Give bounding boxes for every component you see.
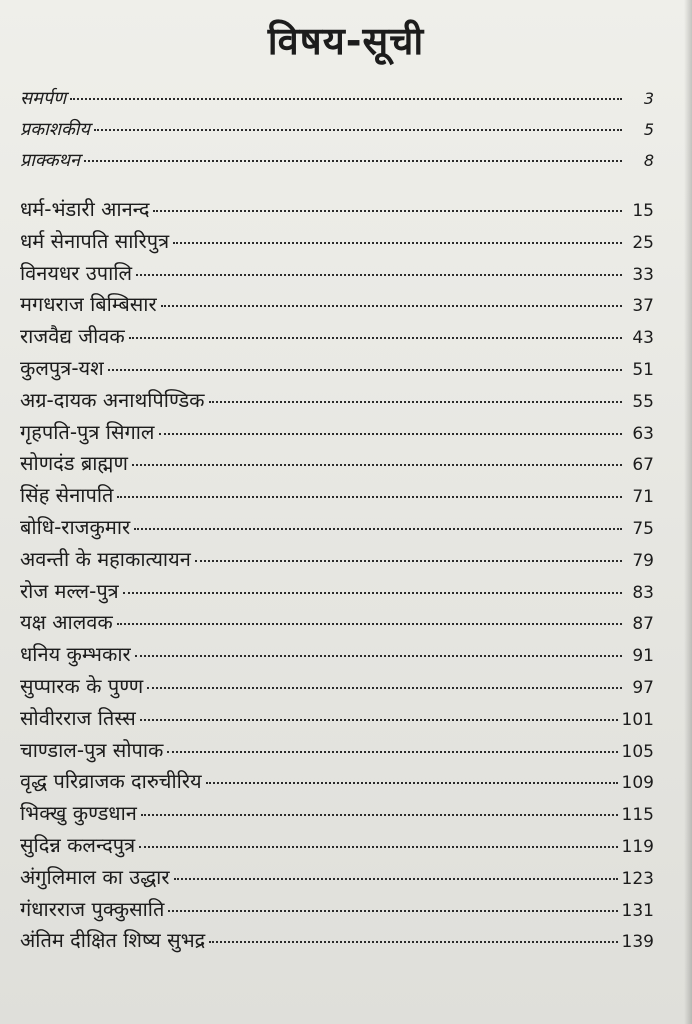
dot-leader (117, 623, 622, 625)
front-matter-list (20, 86, 654, 179)
front-matter-entry (20, 86, 654, 117)
page-number: 5 (643, 120, 654, 139)
entry-title: सोवीरराज तिस्स (20, 705, 136, 730)
page-number: 15 (632, 201, 654, 221)
dot-leader (195, 560, 622, 562)
chapter-entry (20, 386, 654, 418)
chapter-entry (20, 926, 654, 958)
chapter-entry (20, 195, 654, 227)
page-number: 55 (632, 391, 654, 412)
chapter-entry (20, 577, 654, 609)
dot-leader (140, 719, 618, 721)
entry-title: अग्र-दायक अनाथपिण्डिक (20, 387, 205, 412)
dot-leader (139, 846, 617, 848)
dot-leader (147, 687, 622, 689)
page-number: 109 (621, 773, 654, 794)
entry-title: गृहपति-पुत्र सिगाल (20, 419, 155, 444)
chapter-entry (20, 736, 654, 768)
dot-leader (161, 305, 622, 307)
page-number: 101 (621, 709, 654, 730)
page-number: 3 (643, 89, 654, 108)
chapter-entry (20, 672, 654, 704)
chapter-entry (20, 640, 654, 672)
page-number: 63 (632, 423, 654, 444)
dot-leader (84, 160, 622, 162)
page-number: 71 (632, 487, 654, 508)
page-number: 97 (632, 677, 654, 698)
dot-leader (168, 910, 617, 912)
dot-leader (70, 98, 622, 100)
entry-title: मगधराज बिम्बिसार (20, 292, 157, 317)
dot-leader (206, 782, 618, 784)
page-number: 115 (621, 805, 654, 826)
dot-leader (135, 655, 622, 657)
chapter-list (20, 195, 654, 958)
entry-title: चाण्डाल-पुत्र सोपाक (20, 737, 164, 762)
page-number: 33 (632, 264, 654, 285)
chapter-entry (20, 608, 654, 640)
page-number: 37 (632, 296, 654, 317)
chapter-entry (20, 545, 654, 577)
chapter-entry (20, 354, 654, 386)
front-matter-entry (20, 148, 654, 179)
chapter-entry (20, 767, 654, 799)
chapter-entry (20, 863, 654, 895)
dot-leader (209, 401, 622, 403)
entry-title: विनयधर उपालि (20, 260, 133, 285)
page-number: 139 (621, 932, 654, 953)
chapter-entry (20, 259, 654, 291)
chapter-entry (20, 513, 654, 545)
chapter-entry (20, 322, 654, 354)
entry-title: सिंह सेनापति (20, 483, 114, 508)
dot-leader (129, 337, 622, 339)
chapter-entry (20, 799, 654, 831)
page-title: विषय-सूची (267, 19, 425, 63)
page-number: 67 (632, 455, 654, 476)
entry-title: कुलपुत्र-यश (20, 355, 104, 380)
page-number: 87 (632, 614, 654, 635)
dot-leader (134, 528, 622, 530)
entry-title: समर्पण (20, 88, 67, 109)
chapter-entry (20, 418, 654, 450)
dot-leader (117, 496, 622, 498)
dot-leader (153, 210, 622, 212)
chapter-entry (20, 895, 654, 927)
page-number: 75 (632, 518, 654, 539)
entry-title: धनिय कुम्भकार (20, 642, 131, 667)
entry-title: राजवैद्य जीवक (20, 324, 125, 349)
page-number: 79 (632, 550, 654, 571)
dot-leader (159, 433, 623, 435)
entry-title: भिक्खु कुण्डधान (20, 801, 137, 826)
page-number: 43 (632, 328, 654, 349)
page-number: 8 (643, 151, 654, 170)
dot-leader (209, 941, 617, 943)
page-number: 105 (621, 741, 654, 762)
dot-leader (108, 369, 622, 371)
chapter-entry (20, 227, 654, 259)
dot-leader (173, 242, 622, 244)
entry-title: अंतिम दीक्षित शिष्य सुभद्र (20, 928, 206, 953)
chapter-entry (20, 704, 654, 736)
dot-leader (123, 592, 622, 594)
page-number: 51 (632, 359, 654, 380)
dot-leader (136, 274, 622, 276)
page-number: 131 (621, 900, 654, 921)
entry-title: सुप्पारक के पुण्ण (20, 673, 144, 698)
entry-title: सोणदंड ब्राह्मण (20, 451, 128, 476)
page-edge-shadow (684, 0, 692, 1024)
chapter-entry (20, 449, 654, 481)
page-number: 83 (632, 582, 654, 603)
entry-title: गंधारराज पुक्कुसाति (20, 896, 165, 921)
dot-leader (167, 751, 617, 753)
entry-title: अंगुलिमाल का उद्धार (20, 864, 170, 889)
entry-title: धर्म सेनापति सारिपुत्र (20, 228, 170, 253)
dot-leader (174, 878, 618, 880)
entry-title: यक्ष आलवक (20, 610, 113, 635)
chapter-entry (20, 290, 654, 322)
entry-title: बोधि-राजकुमार (20, 514, 131, 539)
page-number: 25 (632, 232, 654, 253)
page-number: 119 (621, 836, 654, 857)
chapter-entry (20, 481, 654, 513)
entry-title: रोज मल्ल-पुत्र (20, 578, 119, 603)
entry-title: प्रकाशकीय (20, 119, 90, 140)
page-number: 123 (621, 868, 654, 889)
entry-title: प्राक्कथन (20, 150, 81, 171)
entry-title: वृद्ध परिव्राजक दारुचीरिय (20, 769, 202, 794)
dot-leader (94, 129, 622, 131)
dot-leader (132, 464, 622, 466)
page-number: 91 (632, 646, 654, 667)
entry-title: सुदिन्न कलन्दपुत्र (20, 832, 136, 857)
entry-title: धर्म-भंडारी आनन्द (20, 197, 150, 221)
dot-leader (141, 814, 618, 816)
chapter-entry (20, 831, 654, 863)
entry-title: अवन्ती के महाकात्यायन (20, 546, 191, 571)
front-matter-entry (20, 117, 654, 148)
